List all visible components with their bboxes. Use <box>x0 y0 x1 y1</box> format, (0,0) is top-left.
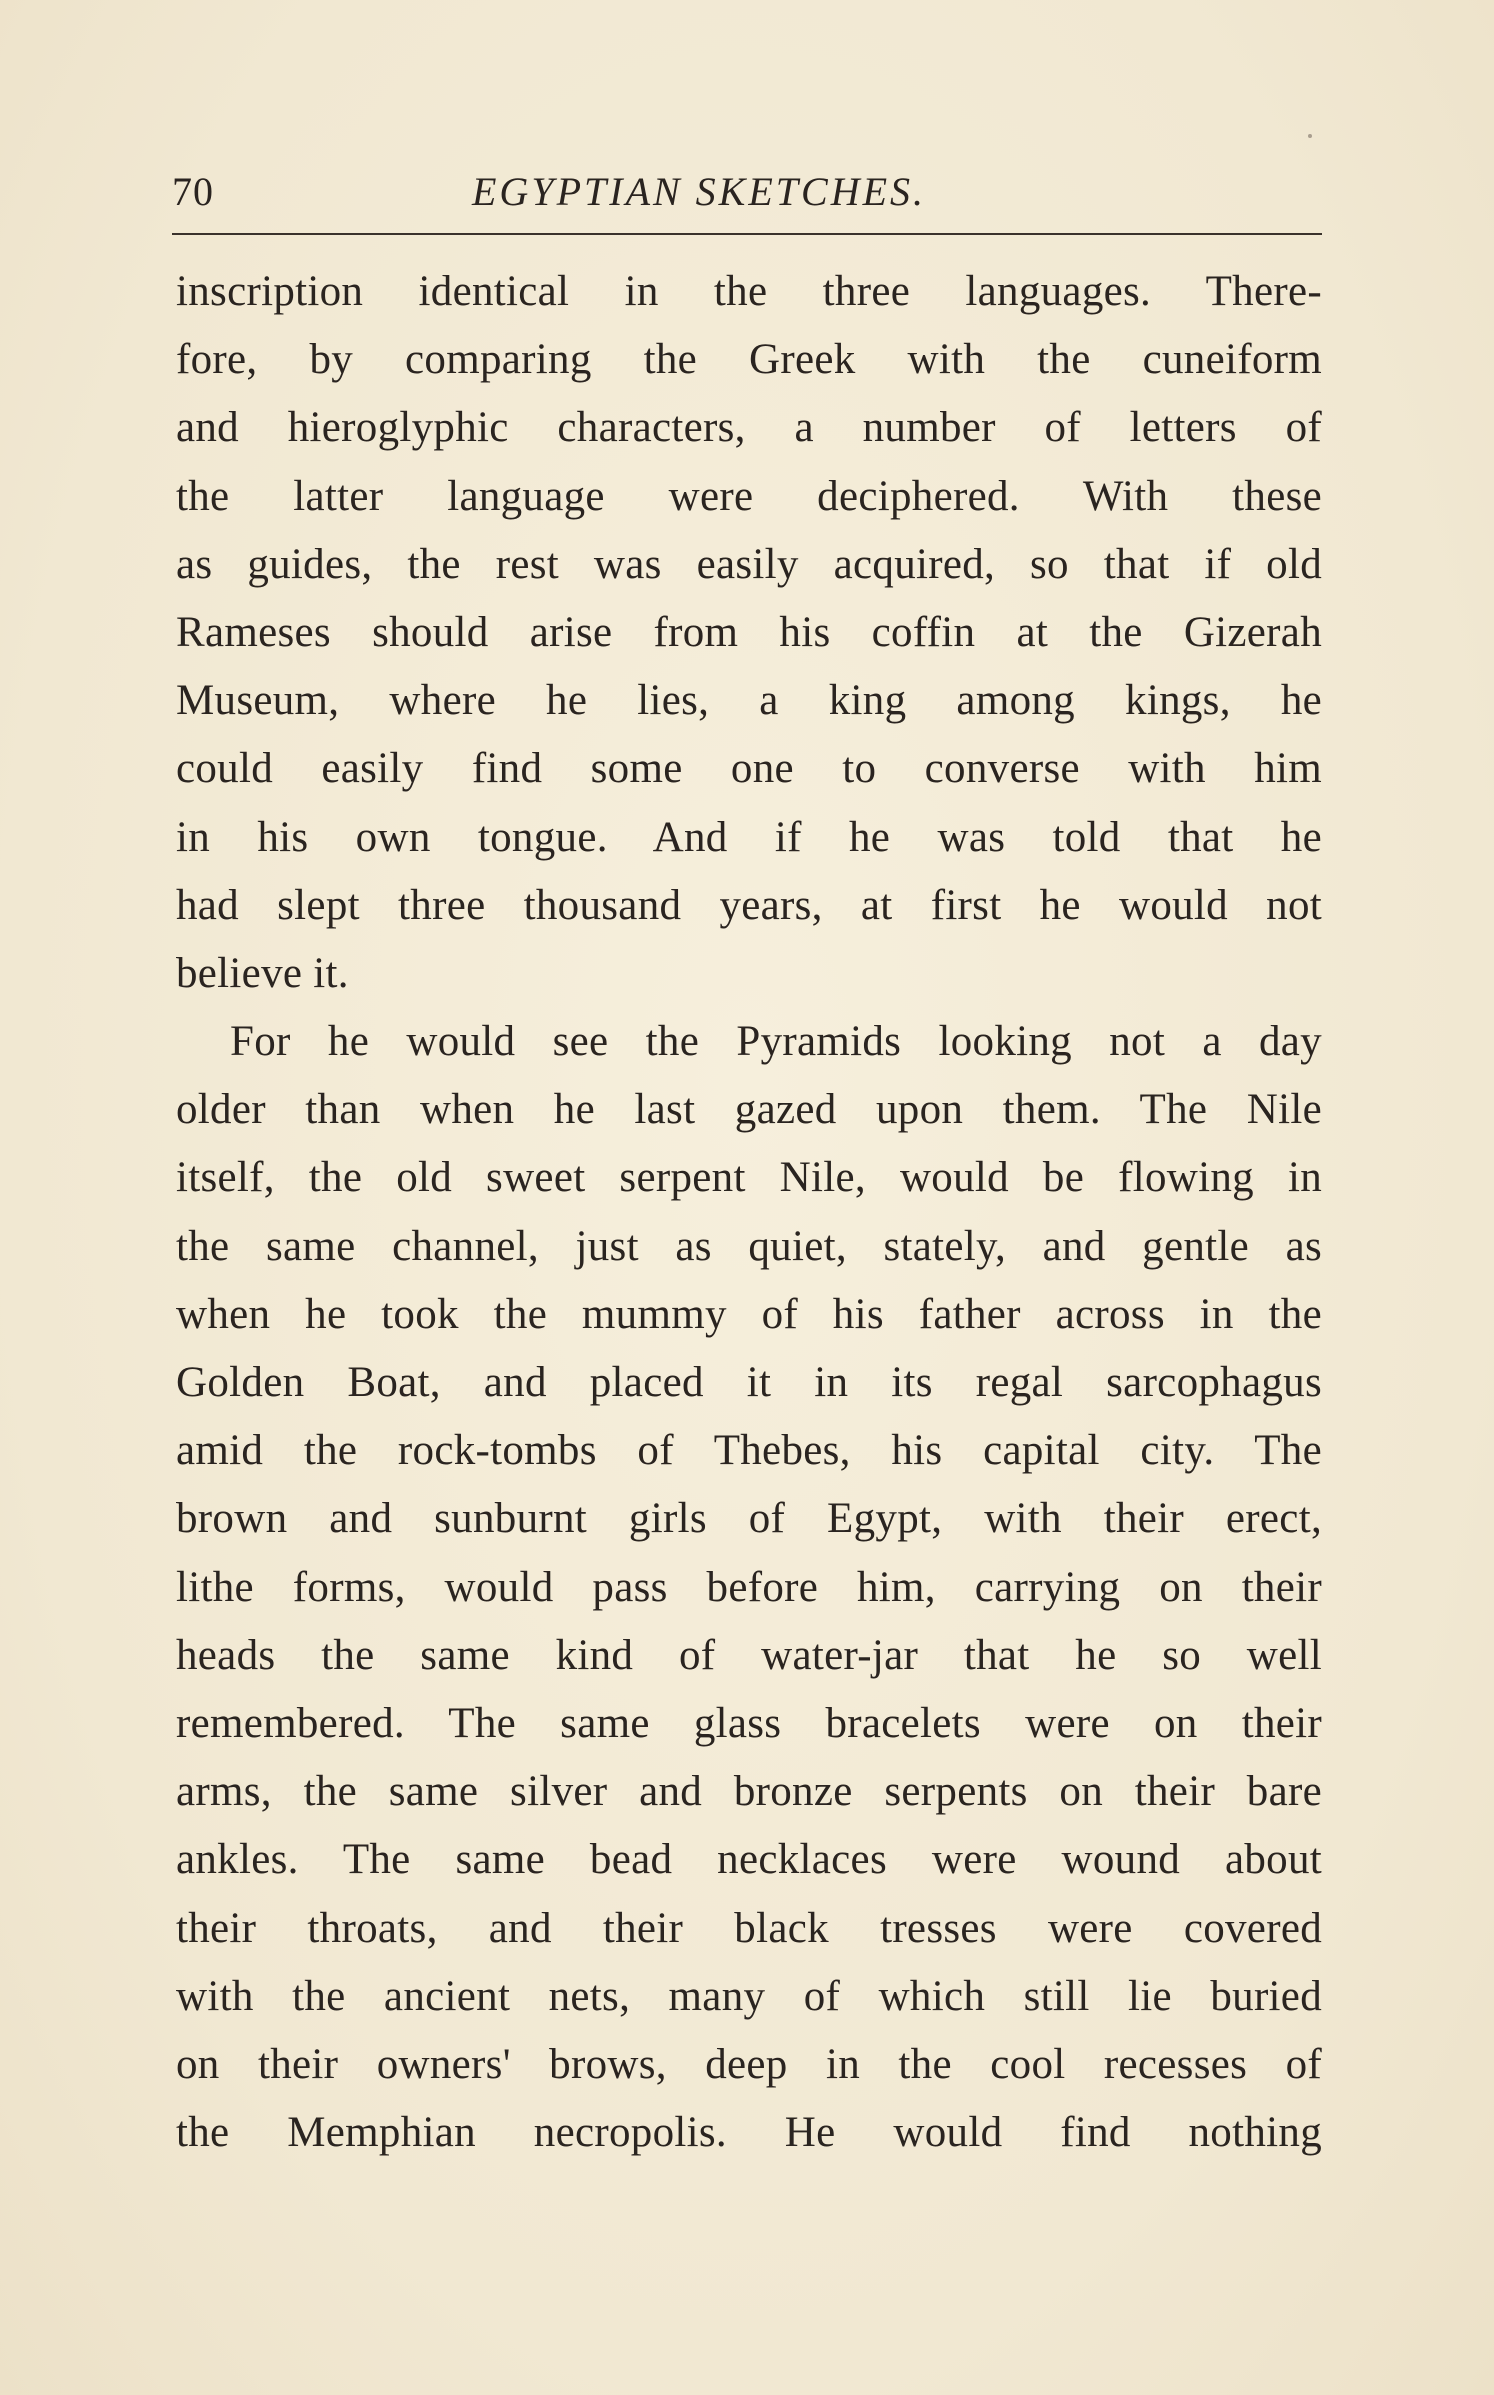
page-number: 70 <box>172 169 214 214</box>
text-line: Rameses should arise from his coffin at the Gizerah <box>176 608 1322 656</box>
text-line: had slept three thousand years, at first he would not <box>176 881 1322 929</box>
text-line: Golden Boat, and placed it in its regal sarcophagus <box>176 1359 1322 1406</box>
text-line: inscription identical in the three languages. There- <box>176 268 1322 315</box>
text-line: when he took the mummy of his father across in the <box>176 1290 1322 1338</box>
text-line: lithe forms, would pass before him, carrying on their <box>176 1563 1322 1611</box>
text-line: arms, the same silver and bronze serpents on their bare <box>176 1768 1322 1816</box>
text-line: and hieroglyphic characters, a number of letters of <box>176 404 1322 452</box>
text-line: fore, by comparing the Greek with the cuneiform <box>176 336 1322 384</box>
text-line: the Memphian necropolis. He would find nothing <box>176 2109 1322 2157</box>
body-text <box>176 258 1322 2167</box>
text-line: amid the rock-tombs of Thebes, his capital city. The <box>176 1427 1322 1475</box>
text-line-paragraph-end: believe it. <box>176 949 349 997</box>
text-line: their throats, and their black tresses were covered <box>176 1904 1322 1952</box>
text-line: with the ancient nets, many of which still lie buried <box>176 1972 1322 2020</box>
text-line: ankles. The same bead necklaces were wound about <box>176 1836 1322 1884</box>
page-header <box>172 168 1322 216</box>
text-line: on their owners' brows, deep in the cool recesses of <box>176 2040 1322 2088</box>
text-line: the same channel, just as quiet, stately, and gentle as <box>176 1222 1322 1270</box>
text-line: heads the same kind of water-jar that he so well <box>176 1631 1322 1679</box>
text-line: remembered. The same glass bracelets were on their <box>176 1699 1322 1747</box>
text-line: the latter language were deciphered. With these <box>176 472 1322 520</box>
header-rule <box>172 233 1322 235</box>
text-line: brown and sunburnt girls of Egypt, with their erect, <box>176 1495 1322 1543</box>
text-line-paragraph-start: For he would see the Pyramids looking not a day <box>230 1018 1322 1066</box>
running-title: EGYPTIAN SKETCHES. <box>472 169 927 214</box>
text-line: older than when he last gazed upon them. The Nile <box>176 1086 1322 1134</box>
text-line: in his own tongue. And if he was told that he <box>176 813 1322 861</box>
text-line: Museum, where he lies, a king among kings, he <box>176 677 1322 725</box>
paper-speck <box>1308 134 1312 138</box>
text-line: as guides, the rest was easily acquired, so that if old <box>176 540 1322 588</box>
text-line: could easily find some one to converse with him <box>176 745 1322 793</box>
text-line: itself, the old sweet serpent Nile, would be flowing in <box>176 1154 1322 1202</box>
